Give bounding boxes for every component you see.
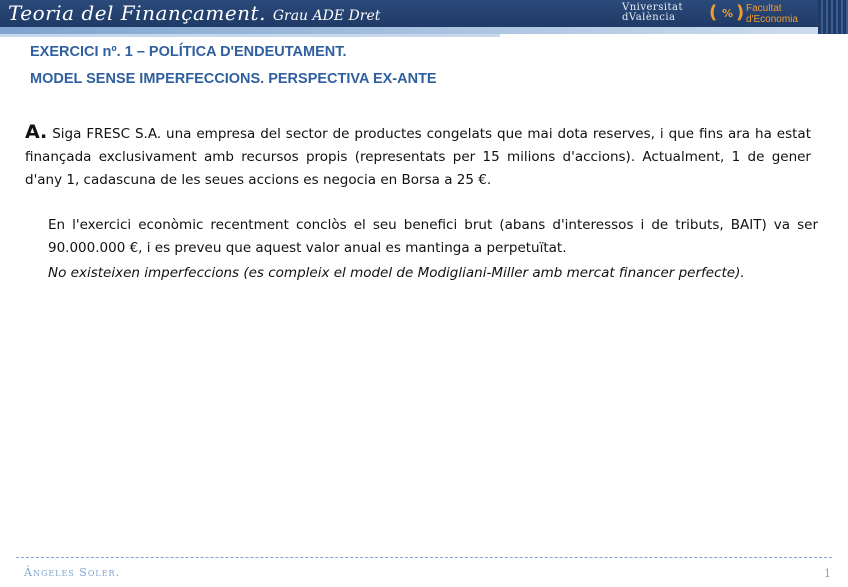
header-stripe-lower (0, 34, 500, 37)
course-subtitle: Grau ADE Dret (272, 8, 381, 24)
header-stripe (0, 27, 848, 34)
exercise-heading: EXERCICI nº. 1 – POLÍTICA D'ENDEUTAMENT. (30, 44, 347, 60)
faculty-logo-symbol: % (722, 7, 734, 20)
faculty-logo-bracket-left: ( (709, 2, 718, 23)
paragraph-a-text: Siga FRESC S.A. una empresa del sector de productes congelats que mai dota reserves, i que fins ara ha estat finançada exclusivament amb recursos propis (representats per 15 milions d'accions). Actualment, 1 de gener d'any 1, cadascuna de les seues accions es negocia en Borsa a 25 €. (25, 126, 811, 188)
paragraph-assumption: No existeixen imperfeccions (es compleix el model de Modigliani-Miller amb mercat financer perfecte). (48, 265, 745, 281)
header-decoration (818, 0, 848, 34)
faculty-name-line2: d'Economia (746, 14, 798, 25)
faculty-name-line1: Facultat (746, 3, 782, 14)
footer-divider (16, 557, 832, 558)
faculty-logo-icon (709, 4, 743, 24)
section-letter: A. (25, 121, 48, 143)
faculty-logo-bracket-right: ) (736, 2, 745, 23)
course-title-text: Teoria del Finançament. (8, 1, 266, 25)
university-name-line2: dValència (622, 12, 676, 23)
faculty-name (746, 3, 798, 25)
paragraph-a (25, 121, 811, 192)
university-name-line1: Vniversitat (622, 2, 684, 13)
footer-author: Ángeles Soler. (24, 566, 121, 579)
exercise-subheading: MODEL SENSE IMPERFECCIONS. PERSPECTIVA EX-ANTE (30, 71, 437, 87)
course-title (8, 1, 380, 25)
paragraph-profit: En l'exercici econòmic recentment conclòs el seu benefici brut (abans d'interessos i de tributs, BAIT) va ser 90.000.000 €, i es preveu que aquest valor anual es mantinga a perpetuïtat. (48, 217, 818, 256)
page-number: 1 (824, 567, 831, 580)
university-logo (622, 3, 683, 23)
